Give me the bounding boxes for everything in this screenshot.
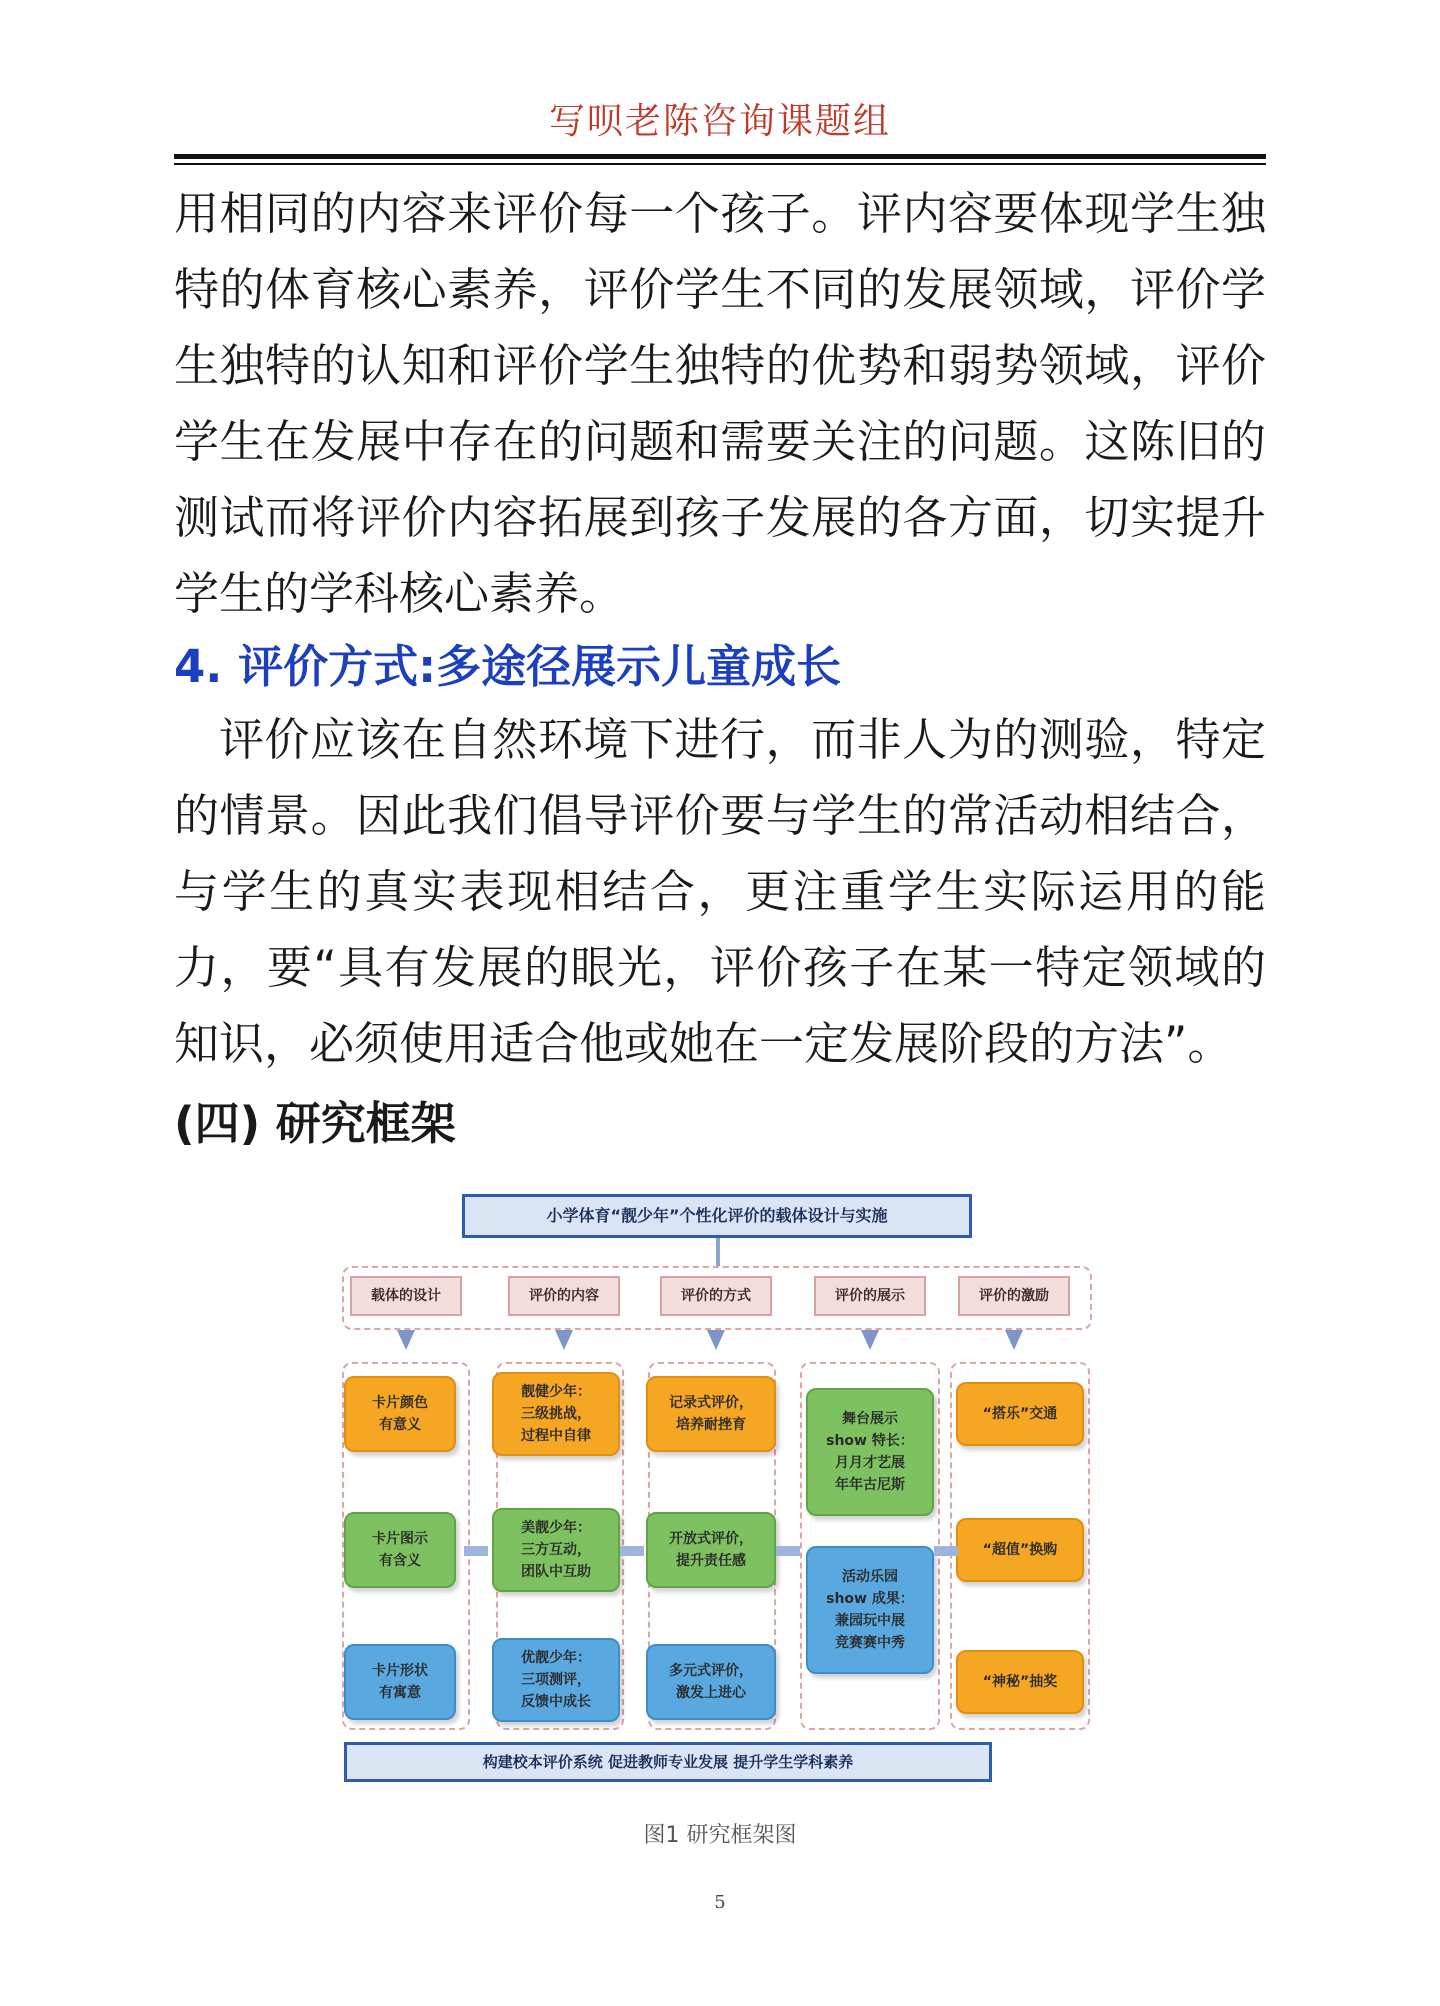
arrow-down-icon (397, 1330, 415, 1350)
card-shape: 卡片形状 有寓意 (344, 1644, 456, 1720)
card-multi-eval: 多元式评价， 激发上进心 (646, 1644, 776, 1720)
header-rule-thick (174, 154, 1266, 159)
category-method: 评价的方式 (660, 1276, 772, 1316)
double-arrow-icon (934, 1546, 958, 1556)
arrow-down-icon (861, 1330, 879, 1350)
body-paragraph-1: 用相同的内容来评价每一个孩子。评内容要体现学生独特的体育核心素养，评价学生不同的发展领域，评价学生独特的认知和评价学生独特的优势和弱势领域，评价学生在发展中存在的问题和需要关注的问题。这陈旧的测试而将评价内容拓展到孩子发展的各方面，切实提升学生的学科核心素养。 (174, 187, 1266, 620)
section-heading: 4. 评价方式:多途径展示儿童成长 (174, 640, 842, 693)
card-beautiful-youth: 美靓少年： 三方互动， 团队中互助 (492, 1508, 620, 1592)
card-activity-park: 活动乐园 show 成果： 兼园玩中展 竞赛赛中秀 (806, 1546, 934, 1674)
card-icon: 卡片图示 有含义 (344, 1512, 456, 1588)
page-number: 5 (714, 1892, 726, 1913)
arrow-down-icon (707, 1330, 725, 1350)
research-framework-diagram (330, 1180, 1110, 1780)
figure-caption: 图1 研究框架图 (643, 1823, 797, 1848)
category-incentive: 评价的激励 (958, 1276, 1070, 1316)
category-carrier-design: 载体的设计 (350, 1276, 462, 1316)
double-arrow-icon (620, 1546, 644, 1556)
diagram-title: 小学体育“靓少年”个性化评价的载体设计与实施 (462, 1194, 972, 1238)
card-incentive-exchange: “超值”换购 (956, 1518, 1084, 1582)
card-record-eval: 记录式评价， 培养耐挫育 (646, 1376, 776, 1452)
diagram-connector (716, 1238, 720, 1266)
body-paragraph-2: 评价应该在自然环境下进行，而非人为的测验，特定的情景。因此我们倡导评价要与学生的常活动相结合，与学生的真实表现相结合，更注重学生实际运用的能力，要“具有发展的眼光，评价孩子在某一特定领域的知识，必须使用适合他或她在一定发展阶段的方法”。 (174, 713, 1266, 1070)
arrow-down-icon (1005, 1330, 1023, 1350)
double-arrow-icon (776, 1546, 800, 1556)
header-rule-thin (174, 163, 1266, 165)
page-header: 写呗老陈咨询课题组 (548, 101, 891, 142)
diagram-goal: 构建校本评价系统 促进教师专业发展 提升学生学科素养 (344, 1742, 992, 1782)
card-color: 卡片颜色 有意义 (344, 1376, 456, 1452)
card-excellent-youth: 优靓少年： 三项测评， 反馈中成长 (492, 1638, 620, 1722)
card-incentive-lottery: “神秘”抽奖 (956, 1650, 1084, 1714)
arrow-down-icon (555, 1330, 573, 1350)
card-healthy-youth: 靓健少年： 三级挑战， 过程中自律 (492, 1372, 620, 1456)
category-content: 评价的内容 (508, 1276, 620, 1316)
card-open-eval: 开放式评价， 提升责任感 (646, 1512, 776, 1588)
card-incentive-traffic: “搭乐”交通 (956, 1382, 1084, 1446)
sub-heading: (四) 研究框架 (174, 1097, 456, 1150)
card-stage-show: 舞台展示 show 特长： 月月才艺展 年年古尼斯 (806, 1388, 934, 1516)
double-arrow-icon (464, 1546, 488, 1556)
category-display: 评价的展示 (814, 1276, 926, 1316)
